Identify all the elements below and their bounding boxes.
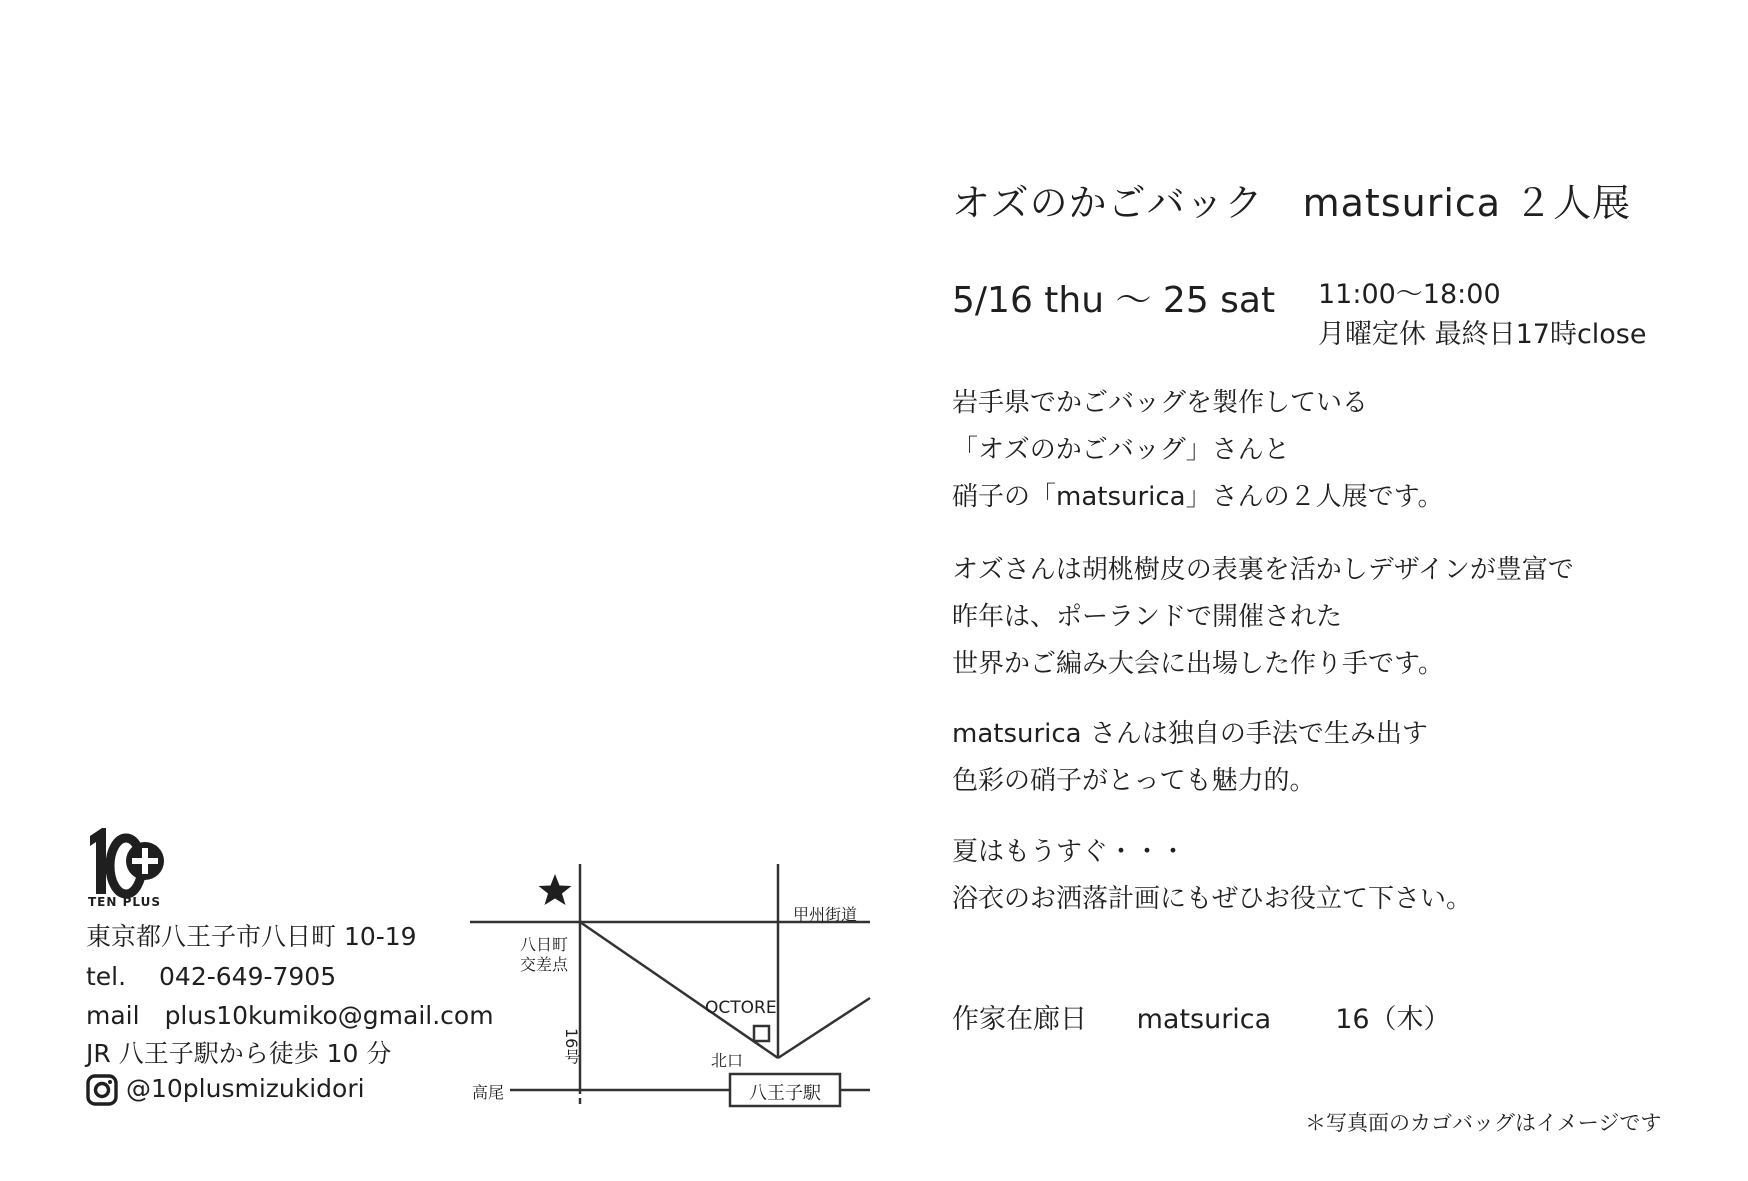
artist-day-label: 作家在廊日 bbox=[952, 1004, 1087, 1035]
shop-tel: tel. 042-649-7905 bbox=[86, 962, 337, 991]
matsurica-paragraph bbox=[952, 711, 1428, 805]
star-icon bbox=[539, 874, 572, 905]
map-label-route16: 16号 bbox=[562, 1028, 581, 1065]
logo-subtitle: TEN PLUS bbox=[88, 895, 162, 909]
map-label-kitaguchi: 北口 bbox=[711, 1051, 744, 1070]
map-label-koshu-kaido: 甲州街道 bbox=[793, 905, 858, 924]
exhibition-dates: 5/16 thu ～ 25 sat bbox=[952, 280, 1276, 321]
instagram-handle[interactable]: @10plusmizukidori bbox=[126, 1074, 365, 1103]
text-line: 浴衣のお洒落計画にもぜひお役立て下さい。 bbox=[952, 884, 1473, 914]
shop-address: 東京都八王子市八日町 10-19 bbox=[86, 922, 417, 951]
closing-info: 月曜定休 最終日17時close bbox=[1318, 319, 1647, 350]
map-roads bbox=[470, 858, 880, 1113]
text-line: 岩手県でかごバッグを製作している bbox=[952, 388, 1369, 418]
text-line: 「オズのかごバッグ」さんと bbox=[952, 435, 1290, 465]
text-line: 昨年は、ポーランドで開催された bbox=[952, 602, 1343, 632]
map-label-octore: OCTORE bbox=[705, 998, 777, 1018]
shop-access: JR 八王子駅から徒歩 10 分 bbox=[86, 1039, 392, 1068]
opening-hours: 11:00～18:00 bbox=[1318, 279, 1501, 310]
artist-name: matsurica bbox=[1136, 1004, 1272, 1035]
text-line: 世界かご編み大会に出場した作り手です。 bbox=[952, 649, 1444, 679]
summer-paragraph bbox=[952, 829, 1472, 923]
map-label-kosaten-1: 八日町 bbox=[520, 935, 569, 954]
map-label-takao: 高尾 bbox=[472, 1083, 505, 1102]
text-line: 夏はもうすぐ・・・ bbox=[952, 837, 1187, 867]
oz-paragraph bbox=[952, 547, 1574, 688]
image-note: ＊写真面のカゴバッグはイメージです bbox=[1305, 1111, 1662, 1135]
artist-day-date: 16（木） bbox=[1335, 1004, 1451, 1035]
text-line: 色彩の硝子がとっても魅力的。 bbox=[952, 766, 1316, 796]
text-line: 硝子の「matsurica」さんの２人展です。 bbox=[952, 482, 1444, 512]
instagram-icon bbox=[86, 1074, 118, 1106]
shop-mail[interactable]: mail plus10kumiko@gmail.com bbox=[86, 1001, 494, 1030]
text-line: オズさんは胡桃樹皮の表裏を活かしデザインが豊富で bbox=[952, 555, 1574, 585]
artist-day bbox=[952, 997, 1451, 1036]
access-map bbox=[470, 858, 880, 1113]
intro-paragraph bbox=[952, 380, 1444, 521]
map-label-kosaten-2: 交差点 bbox=[520, 955, 569, 974]
text-line: matsurica さんは独自の手法で生み出す bbox=[952, 719, 1428, 749]
exhibition-title: オズのかごバック matsurica ２人展 bbox=[952, 181, 1632, 225]
map-label-station: 八王子駅 bbox=[749, 1083, 821, 1104]
